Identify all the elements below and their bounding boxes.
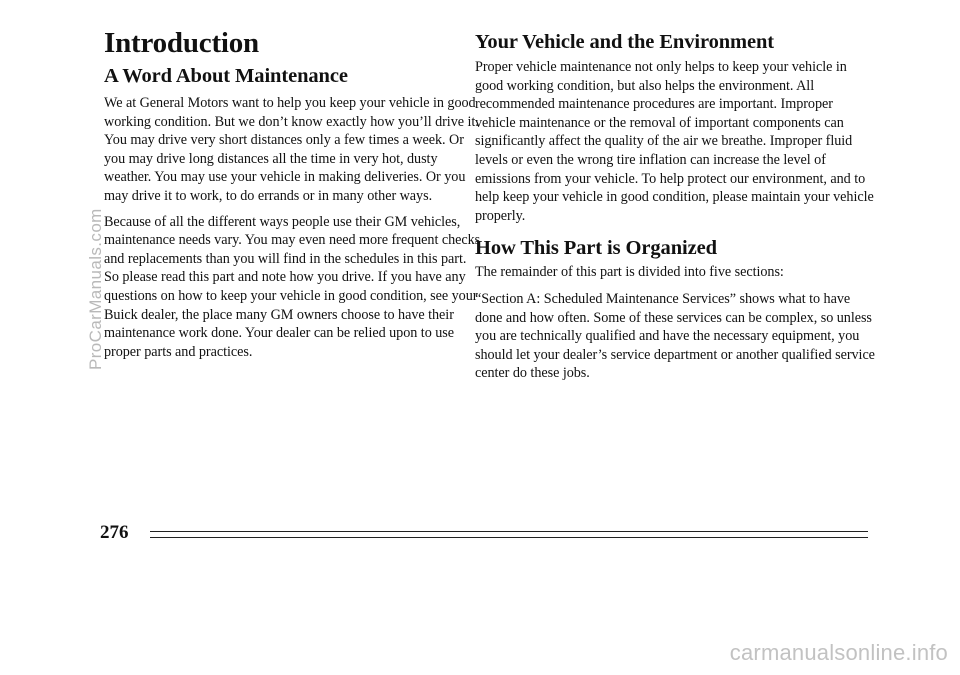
environment-heading: Your Vehicle and the Environment [475,31,775,53]
page-number: 276 [100,522,129,543]
footer-rule-bottom [150,537,868,538]
right-column [475,30,875,383]
footer-rule-top [150,531,868,532]
maintenance-heading: A Word About Maintenance [104,65,348,87]
environment-paragraph: Proper vehicle maintenance not only helps to keep your vehicle in good working condition, but also helps the environment. All recommended maintenance procedures are important. Improper vehicle maintenance or the removal of important components can significantly affect the quality of the air we breathe. Improper fluid levels or even the wrong tire inflation can increase the level of emissions from your vehicle. To help protect our environment, and to help keep your vehicle in good condition, please maintain your vehicle properly. [475,59,874,224]
side-watermark: ProCarManuals.com [86,208,105,370]
organized-paragraph-2: “Section A: Scheduled Maintenance Services” shows what to have done and how often. Some of these services can be complex, so unless you are technically qualified and have the necessary equipment, you should let your dealer’s service department or another qualified service center do these jobs. [475,290,875,382]
maintenance-paragraph-1: We at General Motors want to help you keep your vehicle in good working condition. But we don’t know exactly how you’ll drive it. You may drive very short distances only a few times a week. Or you may drive long distances all the time in very hot, dusty weather. You may use your vehicle in making deliveries. Or you may drive it to work, to do errands or in many other ways. [104,95,479,204]
footer-watermark-url[interactable]: carmanualsonline.info [729,640,948,665]
page-title: Introduction [104,27,259,59]
organized-paragraph-1: The remainder of this part is divided into five sections: [475,264,784,281]
organized-heading: How This Part is Organized [475,237,717,260]
left-column [104,28,484,361]
maintenance-paragraph-2: Because of all the different ways people use their GM vehicles, maintenance needs vary. You may even need more frequent checks and replacements than you will find in the schedules in this part. So please read this part and note how you drive. If you have any questions on how to keep your vehicle in good condition, see your Buick dealer, the place many GM owners choose to have their maintenance work done. Your dealer can be relied upon to use proper parts and practices. [104,213,481,360]
